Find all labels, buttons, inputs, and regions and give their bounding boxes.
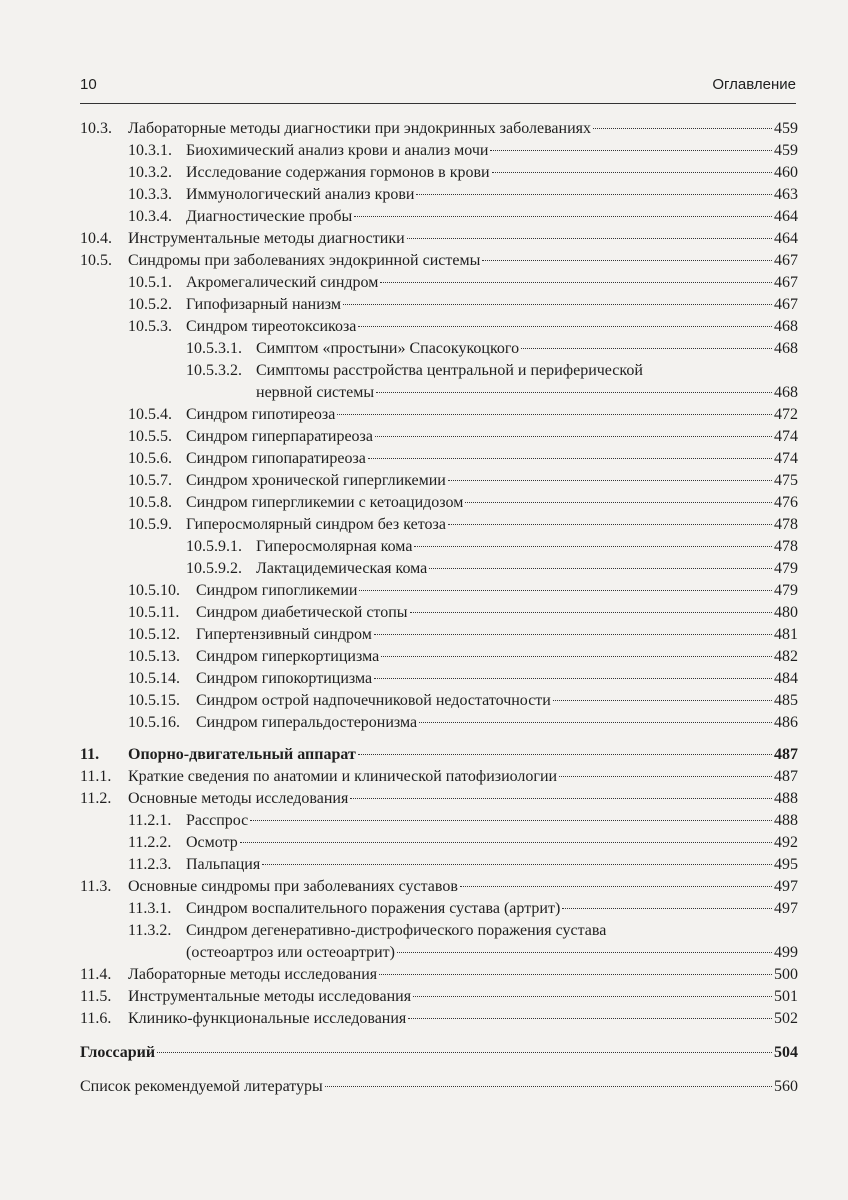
toc-entry[interactable] bbox=[80, 470, 798, 492]
toc-entry[interactable] bbox=[80, 206, 798, 228]
toc-leader bbox=[350, 798, 772, 799]
toc-number: 10.5.5. bbox=[128, 428, 172, 445]
toc-title: Гиперосмолярная кома bbox=[256, 538, 413, 555]
toc-page: 560 bbox=[774, 1078, 798, 1095]
toc-title: Гипофизарный нанизм bbox=[186, 296, 341, 313]
toc-number: 11.2.3. bbox=[128, 856, 172, 873]
toc-title: Синдром гипотиреоза bbox=[186, 406, 336, 423]
running-title: Оглавление bbox=[712, 76, 796, 93]
toc-number: 10.5.13. bbox=[128, 648, 180, 665]
toc-leader bbox=[562, 908, 772, 909]
toc-number: 10.3.3. bbox=[128, 186, 172, 203]
toc-number: 11.3.2. bbox=[128, 922, 172, 939]
toc-title: Опорно-двигательный аппарат bbox=[128, 746, 356, 763]
page-header bbox=[80, 72, 796, 100]
toc-number: 10.5.11. bbox=[128, 604, 180, 621]
toc-title: Гипертензивный синдром bbox=[196, 626, 372, 643]
toc-entry[interactable] bbox=[80, 712, 798, 734]
toc-title: Синдром гиперпаратиреоза bbox=[186, 428, 373, 445]
toc-leader bbox=[482, 260, 772, 261]
toc-entry[interactable] bbox=[80, 294, 798, 316]
toc-page: 474 bbox=[774, 450, 798, 467]
toc-page: 479 bbox=[774, 560, 798, 577]
toc-leader bbox=[559, 776, 772, 777]
toc-title: Лабораторные методы исследования bbox=[128, 966, 378, 983]
toc-leader bbox=[368, 458, 772, 459]
toc-number: 10.5.6. bbox=[128, 450, 172, 467]
toc-number: 11. bbox=[80, 746, 100, 763]
toc-page: 504 bbox=[774, 1044, 798, 1061]
toc-entry[interactable] bbox=[80, 1076, 798, 1098]
toc-title: Исследование содержания гормонов в крови bbox=[186, 164, 490, 181]
toc-title: Синдром гипокортицизма bbox=[196, 670, 373, 687]
toc-leader bbox=[397, 952, 772, 953]
toc-leader bbox=[358, 754, 772, 755]
toc-leader bbox=[343, 304, 772, 305]
toc-number: 10.5.4. bbox=[128, 406, 172, 423]
toc-page: 497 bbox=[774, 900, 798, 917]
toc-number: 10.5.2. bbox=[128, 296, 172, 313]
toc-leader bbox=[407, 238, 772, 239]
toc-leader bbox=[325, 1086, 772, 1087]
toc-leader bbox=[492, 172, 772, 173]
toc-number: 11.2. bbox=[80, 790, 112, 807]
toc-spacer bbox=[80, 734, 798, 744]
toc-entry[interactable] bbox=[80, 766, 798, 788]
toc-title: Иммунологический анализ крови bbox=[186, 186, 415, 203]
toc-page: 468 bbox=[774, 384, 798, 401]
toc-page: 467 bbox=[774, 274, 798, 291]
toc-title: Синдром воспалительного поражения сустава (артрит) bbox=[186, 900, 561, 917]
toc-page: 464 bbox=[774, 230, 798, 247]
toc-page: 472 bbox=[774, 406, 798, 423]
toc-number: 10.5. bbox=[80, 252, 112, 269]
toc-page: 487 bbox=[774, 768, 798, 785]
toc-page: 475 bbox=[774, 472, 798, 489]
toc-page: 463 bbox=[774, 186, 798, 203]
toc-page: 474 bbox=[774, 428, 798, 445]
toc-leader bbox=[250, 820, 772, 821]
toc-leader bbox=[553, 700, 772, 701]
toc-entry[interactable] bbox=[80, 426, 798, 448]
toc-entry[interactable] bbox=[80, 832, 798, 854]
toc-leader bbox=[240, 842, 772, 843]
toc-leader bbox=[419, 722, 772, 723]
toc-title: Синдром гипергликемии с кетоацидозом bbox=[186, 494, 464, 511]
toc-number: 10.5.8. bbox=[128, 494, 172, 511]
toc-entry[interactable] bbox=[80, 810, 798, 832]
toc-entry[interactable] bbox=[80, 876, 798, 898]
toc-entry[interactable] bbox=[80, 580, 798, 602]
toc-page: 502 bbox=[774, 1010, 798, 1027]
toc-entry[interactable] bbox=[80, 162, 798, 184]
toc-title: Диагностические пробы bbox=[186, 208, 353, 225]
toc-page: 497 bbox=[774, 878, 798, 895]
toc-leader bbox=[490, 150, 772, 151]
toc-entry[interactable] bbox=[80, 272, 798, 294]
toc-entry[interactable] bbox=[80, 360, 798, 404]
toc-title: Пальпация bbox=[186, 856, 261, 873]
toc-title: Осмотр bbox=[186, 834, 238, 851]
toc-title: Синдром гипогликемии bbox=[196, 582, 358, 599]
toc-number: 11.3. bbox=[80, 878, 112, 895]
toc-number: 10.3.2. bbox=[128, 164, 172, 181]
toc-number: 11.2.1. bbox=[128, 812, 172, 829]
toc-page: 479 bbox=[774, 582, 798, 599]
toc-number: 11.2.2. bbox=[128, 834, 172, 851]
toc-number: 10.5.7. bbox=[128, 472, 172, 489]
toc-entry[interactable] bbox=[80, 492, 798, 514]
toc-leader bbox=[375, 436, 772, 437]
toc-title: Синдром диабетической стопы bbox=[196, 604, 408, 621]
toc-leader bbox=[380, 282, 772, 283]
toc-title: Основные синдромы при заболеваниях суставов bbox=[128, 878, 458, 895]
toc-leader bbox=[414, 546, 772, 547]
toc-entry[interactable] bbox=[80, 602, 798, 624]
toc-number: 10.3.4. bbox=[128, 208, 172, 225]
toc-number: 10.5.3. bbox=[128, 318, 172, 335]
toc-number: 10.5.12. bbox=[128, 626, 180, 643]
toc-number: 11.4. bbox=[80, 966, 112, 983]
toc-entry[interactable] bbox=[80, 690, 798, 712]
toc-entry[interactable] bbox=[80, 514, 798, 536]
toc-number: 10.5.9.2. bbox=[186, 560, 242, 577]
toc-page: 459 bbox=[774, 142, 798, 159]
toc-leader bbox=[354, 216, 772, 217]
toc-entry[interactable] bbox=[80, 404, 798, 426]
toc-number: 10.5.15. bbox=[128, 692, 180, 709]
header-rule bbox=[80, 103, 796, 104]
toc-title: Синдром гипопаратиреоза bbox=[186, 450, 366, 467]
toc-page: 482 bbox=[774, 648, 798, 665]
toc-entry[interactable] bbox=[80, 316, 798, 338]
toc-page: 484 bbox=[774, 670, 798, 687]
toc-leader bbox=[379, 974, 772, 975]
toc-leader bbox=[337, 414, 772, 415]
toc-leader bbox=[448, 524, 772, 525]
toc-leader bbox=[448, 480, 772, 481]
toc-title: Клинико-функциональные исследования bbox=[128, 1010, 407, 1027]
toc-entry[interactable] bbox=[80, 558, 798, 580]
toc-title: Акромегалический синдром bbox=[186, 274, 379, 291]
toc-page: 476 bbox=[774, 494, 798, 511]
toc-leader bbox=[465, 502, 772, 503]
toc-page: 488 bbox=[774, 790, 798, 807]
toc-entry[interactable] bbox=[80, 250, 798, 272]
toc-title: Синдром гиперальдостеронизма bbox=[196, 714, 418, 731]
toc-leader bbox=[429, 568, 772, 569]
toc-title: Лактацидемическая кома bbox=[256, 560, 428, 577]
toc-leader bbox=[416, 194, 772, 195]
toc-page: 495 bbox=[774, 856, 798, 873]
toc-title: Инструментальные методы диагностики bbox=[128, 230, 405, 247]
toc-title: Расспрос bbox=[186, 812, 249, 829]
toc-page: 500 bbox=[774, 966, 798, 983]
toc-title: Синдром хронической гипергликемии bbox=[186, 472, 446, 489]
toc-page: 481 bbox=[774, 626, 798, 643]
toc-leader bbox=[460, 886, 772, 887]
toc-number: 10.5.16. bbox=[128, 714, 180, 731]
toc-entry[interactable] bbox=[80, 448, 798, 470]
toc-number: 11.3.1. bbox=[128, 900, 172, 917]
toc-title: Лабораторные методы диагностики при эндокринных заболеваниях bbox=[128, 120, 592, 137]
toc-number: 10.5.10. bbox=[128, 582, 180, 599]
toc-page: 501 bbox=[774, 988, 798, 1005]
toc-entry[interactable] bbox=[80, 536, 798, 558]
toc-number: 10.5.14. bbox=[128, 670, 180, 687]
toc-page: 468 bbox=[774, 318, 798, 335]
toc-page: 459 bbox=[774, 120, 798, 137]
toc-title: Синдром гиперкортицизма bbox=[196, 648, 380, 665]
toc-number: 10.5.9. bbox=[128, 516, 172, 533]
toc-leader bbox=[358, 326, 772, 327]
toc-leader bbox=[413, 996, 772, 997]
toc-number: 10.5.3.2. bbox=[186, 362, 242, 379]
toc-entry[interactable] bbox=[80, 1008, 798, 1030]
toc-page: 478 bbox=[774, 516, 798, 533]
toc-title: Основные методы исследования bbox=[128, 790, 349, 807]
toc-leader bbox=[410, 612, 772, 613]
toc-title: Синдром дегенеративно-дистрофического поражения сустава bbox=[186, 922, 607, 939]
toc-entry[interactable] bbox=[80, 986, 798, 1008]
toc-spacer bbox=[80, 1064, 798, 1076]
toc-leader bbox=[359, 590, 772, 591]
toc-entry[interactable] bbox=[80, 140, 798, 162]
toc-title: Инструментальные методы исследования bbox=[128, 988, 412, 1005]
toc-page: 488 bbox=[774, 812, 798, 829]
toc-page: 499 bbox=[774, 944, 798, 961]
toc-entry[interactable] bbox=[80, 920, 798, 964]
toc-page: 460 bbox=[774, 164, 798, 181]
table-of-contents bbox=[80, 118, 798, 1098]
toc-title: Синдром острой надпочечниковой недостаточности bbox=[196, 692, 551, 709]
toc-title: Краткие сведения по анатомии и клинической патофизиологии bbox=[128, 768, 558, 785]
toc-leader bbox=[381, 656, 772, 657]
toc-entry[interactable] bbox=[80, 228, 798, 250]
toc-title: Симптом «простыни» Спасокукоцкого bbox=[256, 340, 520, 357]
toc-entry[interactable] bbox=[80, 624, 798, 646]
toc-title-continued: нервной системы bbox=[256, 384, 375, 401]
toc-entry[interactable] bbox=[80, 744, 798, 766]
toc-number: 10.5.3.1. bbox=[186, 340, 242, 357]
toc-entry[interactable] bbox=[80, 898, 798, 920]
toc-page: 468 bbox=[774, 340, 798, 357]
toc-entry[interactable] bbox=[80, 668, 798, 690]
toc-entry[interactable] bbox=[80, 854, 798, 876]
toc-leader bbox=[521, 348, 772, 349]
toc-number: 10.5.9.1. bbox=[186, 538, 242, 555]
toc-title: Симптомы расстройства центральной и периферической bbox=[256, 362, 643, 379]
toc-title: Синдромы при заболеваниях эндокринной системы bbox=[128, 252, 481, 269]
toc-entry[interactable] bbox=[80, 338, 798, 360]
toc-entry[interactable] bbox=[80, 1042, 798, 1064]
toc-leader bbox=[376, 392, 772, 393]
toc-number: 10.3.1. bbox=[128, 142, 172, 159]
toc-number: 10.3. bbox=[80, 120, 112, 137]
toc-entry[interactable] bbox=[80, 646, 798, 668]
toc-title: Гиперосмолярный синдром без кетоза bbox=[186, 516, 446, 533]
toc-page: 478 bbox=[774, 538, 798, 555]
toc-page: 467 bbox=[774, 252, 798, 269]
toc-title-continued: (остеоартроз или остеоартрит) bbox=[186, 944, 395, 961]
toc-title: Глоссарий bbox=[80, 1044, 156, 1061]
toc-number: 11.1. bbox=[80, 768, 112, 785]
toc-title: Синдром тиреотоксикоза bbox=[186, 318, 357, 335]
toc-page: 492 bbox=[774, 834, 798, 851]
toc-leader bbox=[593, 128, 772, 129]
toc-page: 486 bbox=[774, 714, 798, 731]
toc-entry[interactable] bbox=[80, 184, 798, 206]
toc-page: 485 bbox=[774, 692, 798, 709]
toc-title: Биохимический анализ крови и анализ мочи bbox=[186, 142, 489, 159]
toc-leader bbox=[374, 678, 772, 679]
toc-leader bbox=[374, 634, 772, 635]
toc-entry[interactable] bbox=[80, 788, 798, 810]
toc-page: 467 bbox=[774, 296, 798, 313]
toc-page: 480 bbox=[774, 604, 798, 621]
toc-leader bbox=[408, 1018, 772, 1019]
toc-entry[interactable] bbox=[80, 118, 798, 140]
toc-number: 10.4. bbox=[80, 230, 112, 247]
toc-number: 11.5. bbox=[80, 988, 112, 1005]
toc-number: 11.6. bbox=[80, 1010, 112, 1027]
toc-page: 487 bbox=[774, 746, 798, 763]
toc-title: Список рекомендуемой литературы bbox=[80, 1078, 323, 1095]
toc-spacer bbox=[80, 1030, 798, 1042]
toc-page: 464 bbox=[774, 208, 798, 225]
toc-entry[interactable] bbox=[80, 964, 798, 986]
toc-number: 10.5.1. bbox=[128, 274, 172, 291]
toc-leader bbox=[157, 1052, 772, 1053]
toc-leader bbox=[262, 864, 772, 865]
page-number: 10 bbox=[80, 76, 97, 93]
